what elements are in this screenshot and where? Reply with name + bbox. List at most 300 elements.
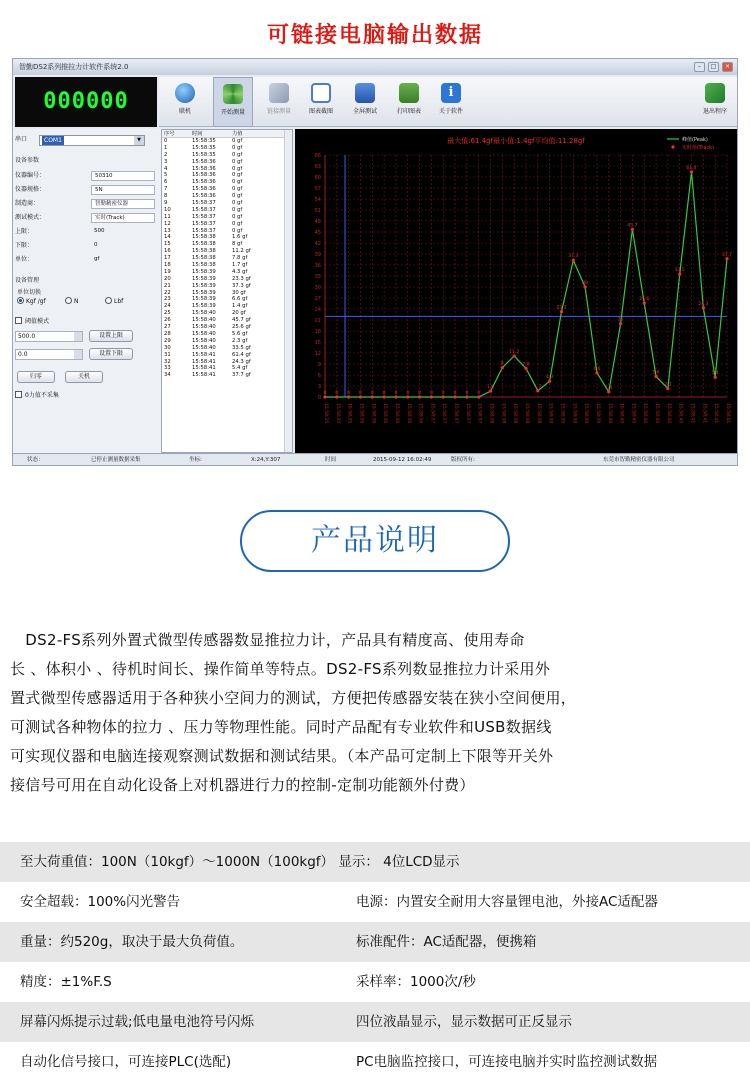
param-value: 0 <box>94 242 98 248</box>
data-label: 8 <box>500 361 504 367</box>
row-force: 0 gf <box>232 179 243 186</box>
table-row[interactable] <box>162 138 292 145</box>
skip-zero-checkbox[interactable] <box>15 391 59 401</box>
y-tick-label: 24 <box>314 307 321 313</box>
row-time: 15:58:41 <box>192 372 216 379</box>
port-value: COM1 <box>44 137 62 144</box>
row-force: 5.6 gf <box>232 330 248 337</box>
data-label: 24.3 <box>698 301 709 307</box>
y-tick-label: 54 <box>314 197 321 203</box>
row-time: 15:58:37 <box>192 206 216 213</box>
lower-limit-input[interactable]: 0.0 <box>15 349 83 360</box>
device-params-title: 设备参数 <box>15 157 40 164</box>
table-row[interactable] <box>162 214 292 221</box>
status-state-label: 状态： <box>27 457 44 463</box>
row-index: 2 <box>164 151 168 158</box>
table-row[interactable] <box>162 262 292 269</box>
row-index: 10 <box>164 206 171 213</box>
data-label: 30 <box>582 281 588 286</box>
data-label: 0 <box>418 391 422 396</box>
table-row[interactable] <box>162 331 292 338</box>
row-time: 15:58:39 <box>192 296 216 303</box>
chart-title: 最大值:61.4gf最小值:1.4gf平均值:11.28gf <box>447 137 585 145</box>
x-tick-label: 15:58:39 <box>594 403 600 424</box>
row-index: 26 <box>164 317 171 324</box>
legend-marker-swatch <box>671 145 674 148</box>
row-index: 19 <box>164 268 171 275</box>
table-row[interactable] <box>162 221 292 228</box>
data-label: 0 <box>465 391 469 396</box>
unit-radio-lbf[interactable] <box>105 297 123 307</box>
y-tick-label: 18 <box>314 329 321 335</box>
info-icon: i <box>441 83 461 103</box>
row-force: 0 gf <box>232 165 243 172</box>
spec-cell: 自动化信号接口，可连接PLC(选配) <box>20 1054 232 1070</box>
x-tick-label: 15:58:40 <box>618 403 624 424</box>
row-index: 34 <box>164 372 171 379</box>
x-tick-label: 15:58:39 <box>606 403 612 424</box>
data-label: 0 <box>335 391 339 396</box>
param-value: 智勤精密仪器 <box>91 199 155 209</box>
x-tick-label: 15:58:35 <box>334 403 340 424</box>
x-tick-label: 15:58:36 <box>393 403 399 424</box>
x-tick-label: 15:58:37 <box>453 403 459 424</box>
data-label: 0 <box>323 391 327 396</box>
data-label: 0 <box>394 391 398 396</box>
connect-button[interactable] <box>165 77 205 127</box>
data-label: 33.5 <box>674 268 685 274</box>
data-label: 0 <box>382 391 386 396</box>
row-force: 0 gf <box>232 158 243 165</box>
table-row[interactable] <box>162 296 292 303</box>
row-time: 15:58:39 <box>192 275 216 282</box>
table-row[interactable] <box>162 241 292 248</box>
zero-button[interactable]: 归零 <box>17 371 55 383</box>
row-index: 8 <box>164 193 168 200</box>
y-tick-label: 63 <box>314 164 321 170</box>
maximize-icon[interactable]: □ <box>708 62 719 72</box>
chart-screenshot-button[interactable] <box>301 77 341 127</box>
set-upper-button[interactable]: 设置上限 <box>89 330 133 342</box>
spec-row <box>0 882 750 922</box>
spec-cell: 电源：内置安全耐用大容量锂电池，外接AC适配器 <box>356 894 658 910</box>
status-company: 东莞市智勤精密仪器有限公司 <box>603 457 675 463</box>
row-force: 20 gf <box>232 310 246 317</box>
param-label: 制造商： <box>15 200 40 207</box>
row-index: 6 <box>164 179 168 186</box>
row-index: 9 <box>164 200 168 207</box>
row-time: 15:58:41 <box>192 365 216 372</box>
data-label: 20 <box>617 317 624 323</box>
data-label: 0 <box>477 391 481 396</box>
row-index: 32 <box>164 358 171 365</box>
table-row[interactable] <box>162 352 292 359</box>
data-label: 0 <box>406 391 410 396</box>
x-tick-label: 15:58:41 <box>713 403 719 424</box>
data-label: 37.3 <box>568 254 579 260</box>
status-bar <box>13 453 737 465</box>
y-tick-label: 6 <box>317 373 321 379</box>
row-force: 0 gf <box>232 200 243 207</box>
param-value: 5N <box>91 185 155 195</box>
table-row[interactable] <box>162 310 292 317</box>
spec-cell: 四位液晶显示，显示数据可正反显示 <box>356 1014 572 1030</box>
data-label: 45.7 <box>627 223 638 229</box>
table-row[interactable] <box>162 365 292 372</box>
row-force: 0 gf <box>232 138 243 144</box>
row-time: 15:58:37 <box>192 213 216 220</box>
row-force: 1.6 gf <box>232 234 248 241</box>
x-tick-label: 15:58:41 <box>725 403 730 424</box>
globe-icon <box>175 83 195 103</box>
param-label: 上限： <box>15 228 34 235</box>
status-time-label: 时间 <box>325 457 337 463</box>
row-force: 11.2 gf <box>232 248 251 255</box>
legend-entry: 峰值(Peak) <box>682 137 708 143</box>
print-chart-label: 打印图表 <box>396 108 421 115</box>
x-tick-label: 15:58:39 <box>547 403 553 424</box>
chart-screenshot-label: 图表截图 <box>308 108 333 115</box>
spec-row <box>0 842 750 882</box>
table-row[interactable] <box>162 359 292 366</box>
table-row[interactable] <box>162 145 292 152</box>
y-tick-label: 42 <box>314 241 321 247</box>
row-index: 21 <box>164 282 171 289</box>
minimize-icon[interactable]: – <box>694 62 705 72</box>
spec-cell: 精度：±1%F.S <box>20 974 112 990</box>
skip-zero-label: 0力值不采集 <box>25 392 59 399</box>
row-time: 15:58:36 <box>192 165 216 172</box>
legend-entry: 实时值(Track) <box>682 145 714 151</box>
row-time: 15:58:35 <box>192 151 216 158</box>
x-tick-label: 15:58:37 <box>464 403 470 424</box>
x-tick-label: 15:58:36 <box>358 403 364 424</box>
row-force: 0 gf <box>232 193 243 200</box>
y-tick-label: 12 <box>314 351 321 357</box>
table-row[interactable] <box>162 317 292 324</box>
row-force: 6.6 gf <box>232 296 248 303</box>
table-row[interactable] <box>162 276 292 283</box>
x-tick-label: 15:58:35 <box>346 403 352 424</box>
row-time: 15:58:40 <box>192 344 216 351</box>
table-row[interactable] <box>162 269 292 276</box>
x-tick-label: 15:58:40 <box>630 403 636 424</box>
row-index: 33 <box>164 365 171 372</box>
row-force: 1.7 gf <box>232 262 248 269</box>
row-index: 24 <box>164 303 171 310</box>
row-time: 15:58:40 <box>192 324 216 331</box>
row-force: 37.7 gf <box>232 372 251 379</box>
table-header <box>162 130 292 138</box>
row-force: 24.3 gf <box>232 358 251 365</box>
link-measure-button[interactable] <box>259 77 299 127</box>
data-label: 4.3 <box>546 375 554 381</box>
table-row[interactable] <box>162 179 292 186</box>
data-label: 0 <box>453 391 457 396</box>
chart-svg <box>295 129 737 455</box>
row-time: 15:58:36 <box>192 193 216 200</box>
x-tick-label: 15:58:38 <box>524 403 529 424</box>
table-row[interactable] <box>162 234 292 241</box>
row-index: 27 <box>164 324 171 331</box>
table-row[interactable] <box>162 200 292 207</box>
row-force: 45.7 gf <box>232 317 251 324</box>
data-label: 5.4 <box>711 371 719 377</box>
start-measure-label: 开始测量 <box>220 109 245 116</box>
y-tick-label: 45 <box>314 230 321 236</box>
connect-label: 联机 <box>178 108 191 115</box>
table-row[interactable] <box>162 255 292 262</box>
threshold-mode-checkbox[interactable] <box>15 317 49 327</box>
spec-table <box>0 842 750 1082</box>
table-scrollbar[interactable] <box>284 130 292 452</box>
param-value: 50310 <box>91 171 155 181</box>
status-copyright-label: 版权所有: <box>451 457 475 463</box>
y-tick-label: 15 <box>314 340 321 346</box>
row-index: 4 <box>164 165 168 172</box>
row-force: 5.4 gf <box>232 365 248 372</box>
x-tick-label: 15:58:41 <box>689 403 695 424</box>
data-label: 11.2 <box>509 349 520 355</box>
row-force: 30 gf <box>232 289 246 296</box>
description-line: 可测试各种物体的拉力 、压力等物理性能。同时产品配有专业软件和USB数据线 <box>10 718 552 736</box>
row-index: 29 <box>164 337 171 344</box>
y-tick-label: 60 <box>314 175 321 181</box>
row-time: 15:58:38 <box>192 248 216 255</box>
row-time: 15:58:38 <box>192 241 216 248</box>
data-label: 1.4 <box>605 385 613 391</box>
row-time: 15:58:37 <box>192 227 216 234</box>
row-index: 31 <box>164 351 171 358</box>
x-tick-label: 15:58:37 <box>441 403 447 424</box>
row-index: 11 <box>164 213 171 220</box>
table-row[interactable] <box>162 283 292 290</box>
x-tick-label: 15:58:39 <box>559 403 565 424</box>
x-tick-label: 15:58:40 <box>665 403 671 424</box>
y-tick-label: 0 <box>317 395 321 401</box>
shutdown-button[interactable]: 关机 <box>65 371 103 383</box>
data-label: 25.6 <box>639 297 650 303</box>
x-tick-label: 15:58:40 <box>677 403 683 424</box>
unit-radio-n[interactable] <box>65 297 79 307</box>
x-tick-label: 15:58:36 <box>417 403 423 424</box>
fullscreen-button[interactable] <box>345 77 385 127</box>
row-time: 15:58:36 <box>192 158 216 165</box>
row-force: 1.4 gf <box>232 303 248 310</box>
print-chart-button[interactable] <box>389 77 429 127</box>
row-force: 0 gf <box>232 186 243 193</box>
table-row[interactable] <box>162 228 292 235</box>
close-icon[interactable]: × <box>722 62 733 72</box>
row-index: 14 <box>164 234 171 241</box>
data-label: 37.7 <box>721 252 733 258</box>
row-time: 15:58:40 <box>192 317 216 324</box>
y-tick-label: 66 <box>314 153 321 159</box>
table-row[interactable] <box>162 193 292 200</box>
table-row[interactable] <box>162 159 292 166</box>
status-time-value: 2015-09-12 16:02:49 <box>373 457 432 463</box>
exit-button[interactable] <box>695 77 735 127</box>
row-time: 15:58:39 <box>192 289 216 296</box>
spec-cell: 采样率：1000次/秒 <box>356 974 476 990</box>
row-time: 15:58:40 <box>192 310 216 317</box>
y-tick-label: 48 <box>314 219 321 225</box>
start-measure-button[interactable] <box>213 77 253 127</box>
y-tick-label: 9 <box>317 362 321 368</box>
exit-label: 退出程序 <box>702 108 727 115</box>
data-label: 7.8 <box>522 362 530 368</box>
row-force: 0 gf <box>232 213 243 220</box>
row-force: 0 gf <box>232 220 243 227</box>
col-index-header: 序号 <box>164 131 175 137</box>
row-time: 15:58:36 <box>192 179 216 186</box>
y-tick-label: 21 <box>314 318 321 324</box>
screen-icon <box>355 83 375 103</box>
row-time: 15:58:38 <box>192 262 216 269</box>
link-icon <box>269 83 289 103</box>
row-force: 4.3 gf <box>232 268 248 275</box>
data-label: 23.3 <box>556 305 567 311</box>
description-line: 置式微型传感器适用于各种狭小空间力的测试，方便把传感器安装在狭小空间便用， <box>10 689 577 707</box>
table-row[interactable] <box>162 290 292 297</box>
spec-row <box>0 1002 750 1042</box>
x-tick-label: 15:58:38 <box>535 403 541 424</box>
row-index: 17 <box>164 255 171 262</box>
description-line: 长 、体积小 、待机时间长、操作简单等特点。DS2-FS系列数显推拉力计采用外 <box>10 660 551 678</box>
row-time: 15:58:37 <box>192 220 216 227</box>
row-index: 28 <box>164 330 171 337</box>
data-label: 0 <box>359 391 362 396</box>
row-time: 15:58:35 <box>192 138 216 144</box>
row-index: 12 <box>164 220 171 227</box>
link-measure-label: 链接测量 <box>266 108 291 115</box>
param-label: 单位： <box>15 256 34 263</box>
about-button[interactable] <box>431 77 471 127</box>
threshold-mode-label: 阈值模式 <box>25 318 50 325</box>
y-tick-label: 33 <box>314 274 321 280</box>
product-description <box>10 626 740 800</box>
row-index: 30 <box>164 344 171 351</box>
gear-icon <box>223 84 243 104</box>
device-mgmt-title: 设备管理 <box>15 277 40 284</box>
y-tick-label: 39 <box>314 252 321 258</box>
table-body <box>162 138 292 379</box>
table-row[interactable] <box>162 166 292 173</box>
row-force: 23.3 gf <box>232 275 251 282</box>
col-force-header: 力值 <box>232 131 243 137</box>
data-label: 1.7 <box>534 384 542 390</box>
window-titlebar <box>13 59 737 75</box>
param-value: 实时(Track) <box>91 213 155 223</box>
table-row[interactable] <box>162 152 292 159</box>
table-row[interactable] <box>162 186 292 193</box>
unit-switch-label: 单位切换 <box>17 289 42 296</box>
row-force: 33.5 gf <box>232 344 251 351</box>
row-force: 61.4 gf <box>232 351 251 358</box>
row-force: 8 gf <box>232 241 243 248</box>
row-time: 15:58:36 <box>192 172 216 179</box>
fullscreen-label: 全屏测试 <box>352 108 377 115</box>
table-row[interactable] <box>162 207 292 214</box>
row-index: 16 <box>164 248 171 255</box>
row-time: 15:58:37 <box>192 200 216 207</box>
x-tick-label: 15:58:36 <box>370 403 376 424</box>
row-index: 13 <box>164 227 171 234</box>
lcd-display: 000000 <box>15 77 157 127</box>
x-tick-label: 15:58:37 <box>429 403 435 424</box>
row-index: 18 <box>164 262 171 269</box>
table-row[interactable] <box>162 324 292 331</box>
exit-icon <box>705 83 725 103</box>
param-value: 500 <box>94 228 105 234</box>
toolbar <box>159 77 737 127</box>
data-label: 0 <box>370 391 374 396</box>
row-force: 0 gf <box>232 206 243 213</box>
unit-radio-kgf[interactable] <box>17 297 46 307</box>
table-row[interactable] <box>162 303 292 310</box>
table-row[interactable] <box>162 372 292 379</box>
row-index: 1 <box>164 144 168 151</box>
row-force: 37.3 gf <box>232 282 251 289</box>
status-coord-value: X:24,Y:307 <box>251 457 281 463</box>
y-tick-label: 30 <box>314 285 321 291</box>
row-force: 0 gf <box>232 227 243 234</box>
upper-limit-input[interactable]: 500.0 <box>15 331 83 342</box>
chart-icon <box>311 83 331 103</box>
settings-panel <box>13 129 161 455</box>
data-label: 61.4 <box>686 165 697 171</box>
x-tick-label: 15:58:37 <box>476 403 482 424</box>
row-index: 3 <box>164 158 168 165</box>
unit-radio-label: N <box>74 298 79 305</box>
y-tick-label: 36 <box>314 263 321 269</box>
set-lower-button[interactable]: 设置下限 <box>89 348 133 360</box>
x-tick-label: 15:58:38 <box>500 403 506 424</box>
data-label: 0 <box>429 391 433 396</box>
y-tick-label: 51 <box>314 208 321 214</box>
description-line: 可实现仪器和电脑连接观察测试数据和测试结果。（本产品可定制上下限等开关外 <box>10 747 554 765</box>
row-index: 5 <box>164 172 168 179</box>
row-time: 15:58:36 <box>192 186 216 193</box>
row-force: 2.3 gf <box>232 337 248 344</box>
x-tick-label: 15:58:35 <box>323 403 328 424</box>
table-row[interactable] <box>162 338 292 345</box>
param-label: 仪器编号： <box>15 172 46 179</box>
status-coord-label: 坐标: <box>189 457 202 463</box>
row-index: 7 <box>164 186 168 193</box>
table-row[interactable] <box>162 172 292 179</box>
print-icon <box>399 83 419 103</box>
section-title: 产品说明 <box>240 510 510 572</box>
about-label: 关于软件 <box>438 108 463 115</box>
row-time: 15:58:41 <box>192 351 216 358</box>
unit-radio-label: Kgf /gf <box>26 298 46 305</box>
data-label: 2.3 <box>664 382 672 388</box>
row-index: 23 <box>164 296 171 303</box>
y-tick-label: 57 <box>314 186 321 192</box>
col-time-header: 时间 <box>192 131 203 137</box>
table-row[interactable] <box>162 248 292 255</box>
description-line: DS2-FS系列外置式微型传感器数显推拉力计，产品具有精度高、使用寿命 <box>10 631 525 649</box>
row-time: 15:58:40 <box>192 330 216 337</box>
table-row[interactable] <box>162 345 292 352</box>
port-select[interactable] <box>39 135 145 146</box>
force-chart <box>295 129 737 455</box>
param-label: 仪器规格： <box>15 186 46 193</box>
x-tick-label: 15:58:40 <box>642 403 648 424</box>
param-label: 下限： <box>15 242 34 249</box>
port-label: 串口 <box>15 136 28 143</box>
